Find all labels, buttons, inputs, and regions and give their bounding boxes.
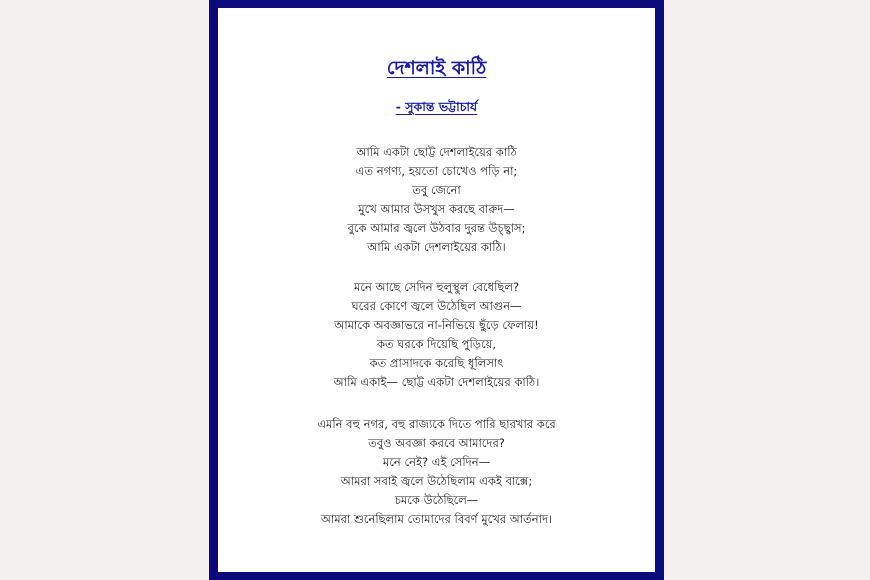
- poem-line: আমরা শুনেছিলাম তোমাদের বিবর্ণ মুখের আর্তনাদ।: [320, 512, 553, 526]
- poem-line: আমি একটা ছোট্ট দেশলাইয়ের কাঠি: [356, 145, 517, 159]
- poem-line: আমাকে অবজ্ঞাভরে না-নিভিয়ে ছুঁড়ে ফেলায়!: [334, 318, 539, 332]
- poem-title-block: [218, 54, 655, 86]
- poem-line: মনে আছে সেদিন হুলুস্থুল বেধেছিল?: [353, 280, 520, 294]
- poem-line: আমি একটা দেশলাইয়ের কাঠি।: [367, 240, 506, 254]
- poem-line: আমি একাই— ছোট্ট একটা দেশলাইয়ের কাঠি।: [333, 375, 540, 389]
- poem-line: মনে নেই? এই সেদিন—: [382, 455, 491, 469]
- poem-line: চমকে উঠেছিলে—: [394, 493, 479, 507]
- poem-line: মুখে আমার উসখুস করছে বারুদ—: [358, 202, 515, 216]
- poem-line: আমরা সবাই জ্বলে উঠেছিলাম একই বাক্সে;: [340, 474, 533, 488]
- poem-line: এত নগণ্য, হয়তো চোখেও পড়ি না;: [355, 164, 518, 178]
- poem-line: কত ঘরকে দিয়েছি পুড়িয়ে,: [376, 337, 497, 351]
- poem-line: কত প্রাসাদকে করেছি ধূলিসাৎ: [369, 356, 504, 370]
- poem-author-block: [218, 96, 655, 119]
- poem-line: তবু জেনো: [412, 183, 461, 197]
- poem-line: ঘরের কোণে জ্বলে উঠেছিল আগুন—: [351, 299, 522, 313]
- poem-title: দেশলাই কাঠি: [386, 57, 487, 79]
- poem-line: বুকে আমার জ্বলে উঠবার দুরন্ত উচ্ছ্বাস;: [347, 221, 526, 235]
- page-frame: [209, 0, 664, 580]
- poem-line: তবুও অবজ্ঞা করবে আমাদের?: [368, 436, 505, 450]
- poem-author: - সুকান্ত ভট্টাচার্য: [395, 99, 478, 114]
- document-page: [218, 8, 655, 572]
- poem-line: এমনি বহু নগর, বহু রাজ্যকে দিতে পারি ছারখার করে: [317, 417, 556, 431]
